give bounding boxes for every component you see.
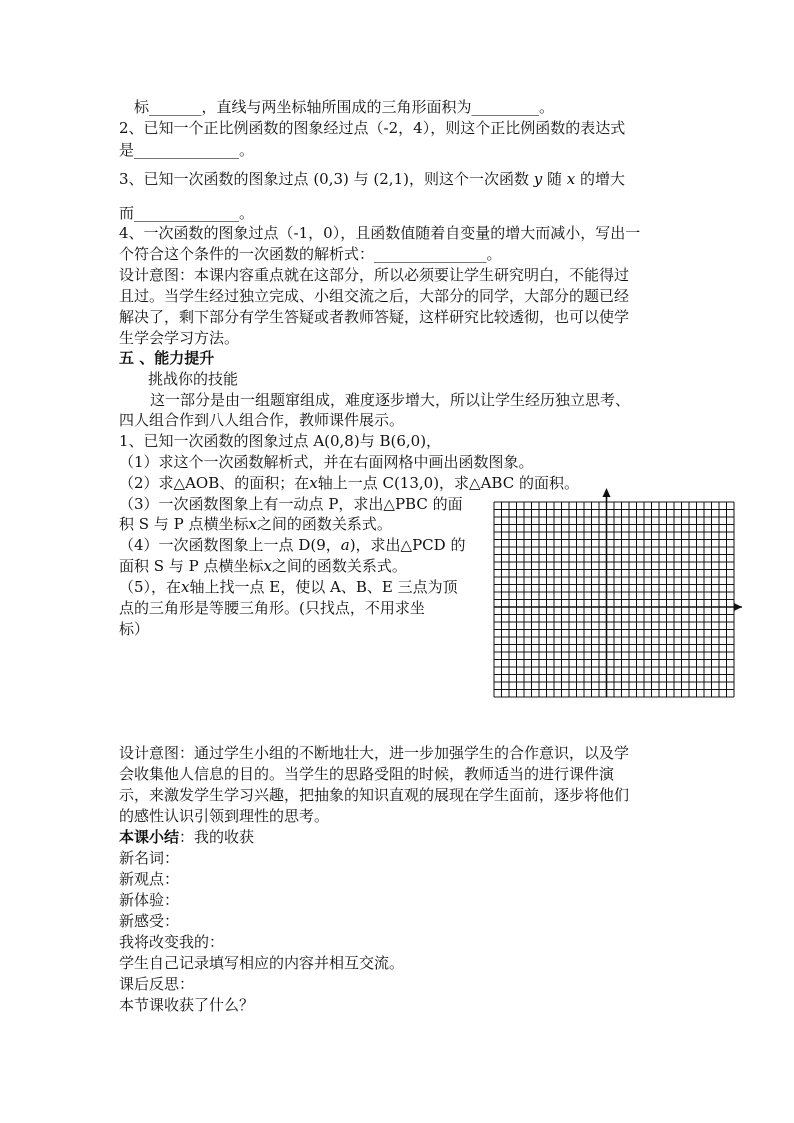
variable-a: a (340, 536, 350, 554)
reflection-question: 本节课收获了什么？ (119, 996, 255, 1014)
variable-x: x (309, 474, 318, 492)
problem-1-part-4-continuation (119, 556, 407, 576)
summary-subtitle: ：我的收获 (179, 828, 255, 846)
summary-heading (119, 827, 254, 847)
variable-x: x (566, 170, 576, 188)
question-3 (119, 169, 625, 189)
problem-1-part-5-continuation: 点的三角形是等腰三角形。(只找点，不用求坐 (119, 599, 425, 617)
design-intent-paragraph-line: 设计意图：本课内容重点就在这部分，所以必须要让学生研究明白，不能得过 (119, 266, 630, 284)
x-axis-arrow-icon (734, 603, 742, 611)
part-3-text: 积 S 与 P 点横坐标 (119, 515, 249, 533)
question-3-text-3: 的增大 (575, 170, 626, 188)
part-4-text-2: )，求出△PCD 的 (349, 536, 466, 554)
intro-paragraph-line: 这一部分是由一组题窜组成，难度逐步增大，所以让学生经历独立思考、 (150, 391, 631, 409)
subheading: 挑战你的技能 (148, 370, 239, 388)
variable-x: x (263, 557, 272, 575)
problem-1: 1、已知一次函数的图象过点 A(0,8)与 B(6,0)， (119, 432, 442, 450)
problem-1-part-3: （3）一次函数图象上有一动点 P，求出△PBC 的面 (119, 495, 463, 513)
problem-1-part-5 (119, 577, 458, 597)
part-3-text-2: 之间的函数关系式。 (256, 515, 392, 533)
intro-paragraph-line: 四人组合作到八人组合作，教师课件展示。 (119, 411, 405, 429)
part-4-text: （4）一次函数图象上一点 D(9， (119, 536, 341, 554)
design-intent-paragraph-line: 会收集他人信息的目的。当学生的思路受阻的时候，教师适当的进行课件演 (119, 765, 615, 783)
design-intent-paragraph-line: 示，来激发学生学习兴趣，把抽象的知识直观的展现在学生面前，逐步将他们 (119, 786, 630, 804)
part-4-text-4: 之间的函数关系式。 (271, 557, 407, 575)
variable-y: y (533, 170, 543, 188)
summary-item: 新观点： (119, 870, 180, 888)
question-3-continuation: 而______________。 (119, 204, 255, 222)
question-4: 4、一次函数的图象过点（-1，0），且函数值随着自变量的增大而减小，写出一 (119, 224, 641, 242)
question-4-continuation: 个符合这个条件的一次函数的解析式：_______________。 (119, 245, 502, 263)
design-intent-paragraph-line: 设计意图：通过学生小组的不断地壮大，进一步加强学生的合作意识，以及学 (119, 744, 630, 762)
problem-1-part-3-continuation (119, 514, 392, 534)
summary-item: 我将改变我的： (119, 933, 225, 951)
question-3-text-2: 随 (542, 170, 567, 188)
design-intent-paragraph-line: 的感性认识引领到理性的思考。 (119, 807, 330, 825)
question-2: 2、已知一个正比例函数的图象经过点（-2，4），则这个正比例函数的表达式 (119, 119, 626, 137)
reflection-heading: 课后反思： (119, 975, 195, 993)
design-intent-paragraph-line: 生学会学习方法。 (119, 329, 240, 347)
problem-1-part-1: （1）求这个一次函数解析式，并在右面网格中画出函数图象。 (119, 453, 534, 471)
coordinate-grid (490, 488, 746, 704)
problem-1-part-4 (119, 535, 465, 555)
part-5-text-2: 轴上找一点 E，使以 A、B、E 三点为顶 (189, 578, 458, 596)
y-axis-arrow-icon (603, 488, 611, 497)
summary-item: 新体验： (119, 891, 180, 909)
question-3-text: 3、已知一次函数的图象过点 (0,3) 与 (2,1)，则这个一次函数 (119, 170, 534, 188)
variable-x: x (248, 515, 257, 533)
summary-title: 本课小结 (119, 828, 180, 846)
part-4-text-3: 面积 S 与 P 点横坐标 (119, 557, 264, 575)
question-2-continuation: 是______________。 (119, 141, 255, 159)
summary-item: 新感受： (119, 912, 180, 930)
design-intent-paragraph-line: 解决了，剩下部分有学生答疑或者教师答疑，这样研究比较透彻，也可以使学 (119, 308, 630, 326)
section-heading: 五 、能力提升 (119, 349, 215, 367)
summary-item: 新名词： (119, 849, 180, 867)
question-1-continuation: 标_______，直线与两坐标轴所围成的三角形面积为_________。 (119, 98, 555, 116)
variable-x: x (181, 578, 190, 596)
design-intent-paragraph-line: 且过。当学生经过独立完成、小组交流之后，大部分的同学，大部分的题已经 (119, 287, 630, 305)
part-2-text: （2）求△AOB、的面积；在 (119, 474, 310, 492)
summary-note: 学生自己记录填写相应的内容并相互交流。 (119, 954, 405, 972)
part-5-text: （5），在 (119, 578, 182, 596)
problem-1-part-5-continuation: 标） (119, 620, 150, 638)
part-2-text-2: 轴上一点 C(13,0)，求△ABC 的面积。 (317, 474, 579, 492)
